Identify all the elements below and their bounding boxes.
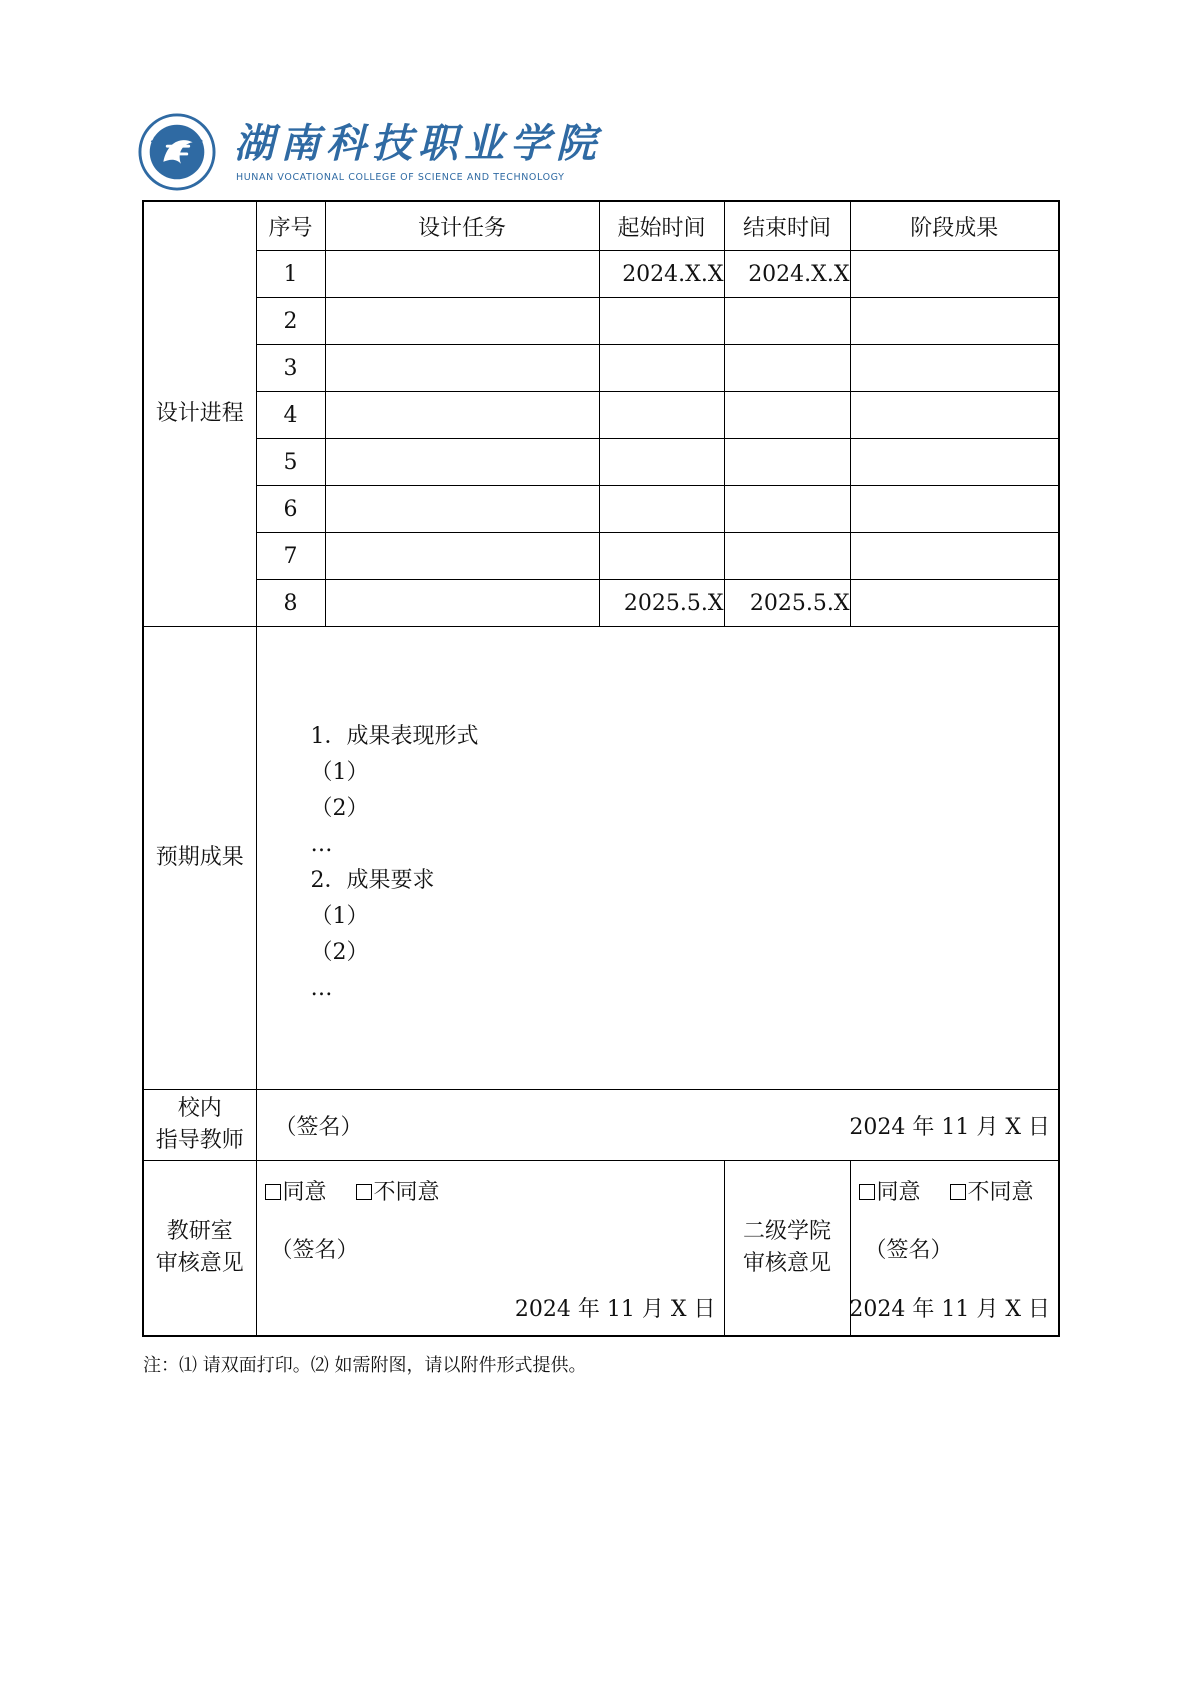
checkbox-icon[interactable] bbox=[356, 1184, 372, 1200]
college-review-cell bbox=[850, 1161, 1059, 1337]
outcome-line: （2） bbox=[310, 796, 369, 821]
dept-review-label bbox=[143, 1161, 256, 1337]
task-cell[interactable] bbox=[325, 345, 599, 392]
college-review-label-line2: 审核意见 bbox=[742, 1251, 831, 1276]
table-row bbox=[143, 533, 1059, 580]
teacher-date: 2024 年 11 月 X 日 bbox=[849, 1114, 1050, 1140]
start-date-cell[interactable] bbox=[599, 533, 724, 580]
start-date-cell[interactable] bbox=[599, 345, 724, 392]
dept-review-options bbox=[265, 1175, 462, 1206]
row-number: 2 bbox=[256, 298, 325, 345]
footer-note: 注：⑴ 请双面打印。⑵ 如需附图，请以附件形式提供。 bbox=[143, 1355, 587, 1376]
result-cell[interactable] bbox=[850, 439, 1059, 486]
college-signature: （签名） bbox=[864, 1238, 953, 1263]
row-number: 8 bbox=[256, 580, 325, 627]
dept-agree-label: 同意 bbox=[282, 1180, 327, 1205]
task-cell[interactable] bbox=[325, 298, 599, 345]
review-row bbox=[143, 1161, 1059, 1337]
row-number: 4 bbox=[256, 392, 325, 439]
result-cell[interactable] bbox=[850, 486, 1059, 533]
outcome-content-cell[interactable] bbox=[256, 627, 1059, 1090]
outcome-list bbox=[257, 709, 1059, 1007]
table-row bbox=[143, 580, 1059, 627]
outcome-row bbox=[143, 627, 1059, 1090]
school-name-en: HUNAN VOCATIONAL COLLEGE OF SCIENCE AND TECHNOLOGY bbox=[236, 172, 565, 183]
end-date-cell[interactable]: 2025.5.X bbox=[724, 580, 850, 627]
column-header-result: 阶段成果 bbox=[850, 201, 1059, 251]
college-disagree-option[interactable] bbox=[950, 1180, 1034, 1205]
teacher-label-line1: 校内 bbox=[177, 1096, 222, 1121]
checkbox-icon[interactable] bbox=[950, 1184, 966, 1200]
task-cell[interactable] bbox=[325, 533, 599, 580]
table-row bbox=[143, 392, 1059, 439]
outcome-line: （1） bbox=[310, 760, 369, 785]
dept-agree-option[interactable] bbox=[265, 1180, 327, 1205]
college-agree-label: 同意 bbox=[876, 1180, 921, 1205]
task-cell[interactable] bbox=[325, 439, 599, 486]
table-row bbox=[143, 298, 1059, 345]
outcome-line: … bbox=[310, 832, 333, 857]
college-review-label-line1: 二级学院 bbox=[742, 1219, 831, 1244]
task-cell[interactable] bbox=[325, 251, 599, 298]
row-number: 3 bbox=[256, 345, 325, 392]
checkbox-icon[interactable] bbox=[859, 1184, 875, 1200]
dept-disagree-label: 不同意 bbox=[373, 1180, 440, 1205]
school-name-cn: 湖南科技职业学院 bbox=[234, 120, 602, 167]
row-number: 1 bbox=[256, 251, 325, 298]
progress-header-row bbox=[143, 201, 1059, 251]
dept-review-cell bbox=[256, 1161, 724, 1337]
checkbox-icon[interactable] bbox=[265, 1184, 281, 1200]
result-cell[interactable] bbox=[850, 251, 1059, 298]
end-date-cell[interactable] bbox=[724, 533, 850, 580]
college-agree-option[interactable] bbox=[859, 1180, 921, 1205]
teacher-signature: （签名） bbox=[274, 1114, 363, 1140]
task-cell[interactable] bbox=[325, 580, 599, 627]
end-date-cell[interactable] bbox=[724, 439, 850, 486]
start-date-cell[interactable] bbox=[599, 298, 724, 345]
result-cell[interactable] bbox=[850, 345, 1059, 392]
column-header-task: 设计任务 bbox=[325, 201, 599, 251]
teacher-label-line2: 指导教师 bbox=[155, 1128, 244, 1153]
teacher-label bbox=[143, 1090, 256, 1161]
column-header-start: 起始时间 bbox=[599, 201, 724, 251]
dept-review-label-line1: 教研室 bbox=[166, 1219, 233, 1244]
college-review-options bbox=[859, 1175, 1056, 1206]
table-row bbox=[143, 251, 1059, 298]
dept-review-label-line2: 审核意见 bbox=[155, 1251, 244, 1276]
outcome-section-label: 预期成果 bbox=[143, 627, 256, 1090]
column-header-end: 结束时间 bbox=[724, 201, 850, 251]
column-header-no: 序号 bbox=[256, 201, 325, 251]
row-number: 7 bbox=[256, 533, 325, 580]
table-row bbox=[143, 439, 1059, 486]
college-disagree-label: 不同意 bbox=[967, 1180, 1034, 1205]
school-header bbox=[138, 110, 638, 194]
college-review-label bbox=[724, 1161, 850, 1337]
result-cell[interactable] bbox=[850, 533, 1059, 580]
outcome-line: （2） bbox=[310, 940, 369, 965]
row-number: 5 bbox=[256, 439, 325, 486]
college-date: 2024 年 11 月 X 日 bbox=[849, 1297, 1050, 1322]
start-date-cell[interactable]: 2024.X.X bbox=[599, 251, 724, 298]
outcome-line: （1） bbox=[310, 904, 369, 929]
table-row bbox=[143, 486, 1059, 533]
task-cell[interactable] bbox=[325, 392, 599, 439]
dept-date: 2024 年 11 月 X 日 bbox=[514, 1297, 716, 1322]
school-emblem-icon bbox=[138, 113, 216, 191]
start-date-cell[interactable] bbox=[599, 392, 724, 439]
row-number: 6 bbox=[256, 486, 325, 533]
dept-signature: （签名） bbox=[270, 1238, 359, 1263]
outcome-line: … bbox=[310, 976, 333, 1001]
task-cell[interactable] bbox=[325, 486, 599, 533]
outcome-line: 2．成果要求 bbox=[310, 868, 435, 893]
end-date-cell[interactable] bbox=[724, 392, 850, 439]
table-row bbox=[143, 345, 1059, 392]
end-date-cell[interactable] bbox=[724, 486, 850, 533]
start-date-cell[interactable]: 2025.5.X bbox=[599, 580, 724, 627]
start-date-cell[interactable] bbox=[599, 486, 724, 533]
end-date-cell[interactable]: 2024.X.X bbox=[724, 251, 850, 298]
end-date-cell[interactable] bbox=[724, 345, 850, 392]
teacher-row bbox=[143, 1090, 1059, 1161]
result-cell[interactable] bbox=[850, 580, 1059, 627]
dept-disagree-option[interactable] bbox=[356, 1180, 440, 1205]
teacher-sign-cell[interactable] bbox=[256, 1090, 1059, 1161]
progress-section-label: 设计进程 bbox=[143, 201, 256, 627]
design-plan-form bbox=[142, 200, 1060, 1337]
end-date-cell[interactable] bbox=[724, 298, 850, 345]
start-date-cell[interactable] bbox=[599, 439, 724, 486]
outcome-line: 1．成果表现形式 bbox=[310, 724, 479, 749]
result-cell[interactable] bbox=[850, 298, 1059, 345]
result-cell[interactable] bbox=[850, 392, 1059, 439]
